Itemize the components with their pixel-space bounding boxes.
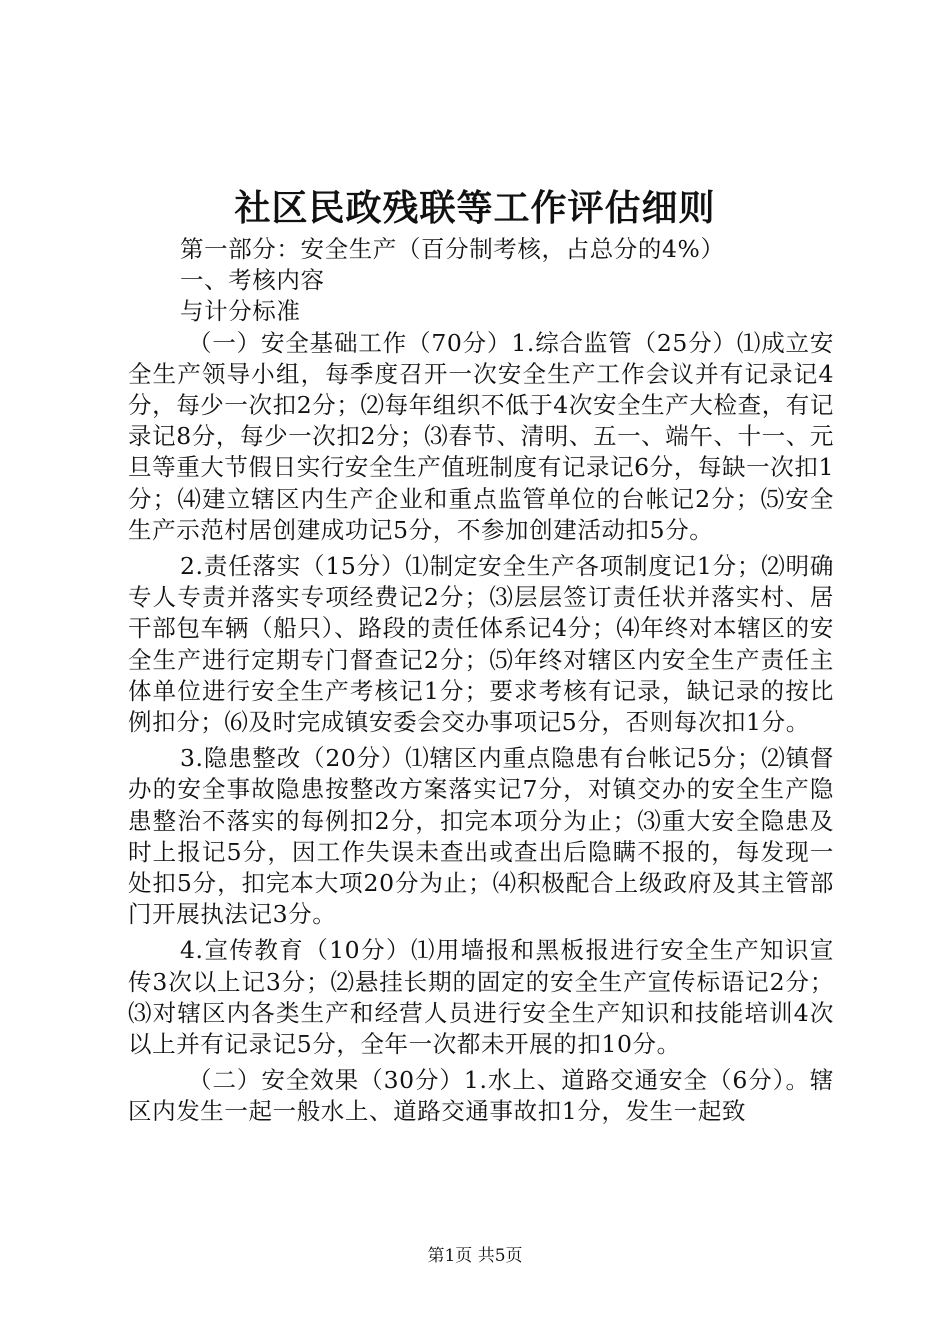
paragraph-hazard-rectification: 3.隐患整改（20分）⑴辖区内重点隐患有台帐记5分；⑵镇督办的安全事故隐患按整改方案落实记7分，对镇交办的安全生产隐患整治不落实的每例扣2分，扣完本项分为止；⑶重大安全隐患及时上报记5分，因工作失误未查出或查出后隐瞒不报的，每发现一处扣5分，扣完本大项20分为止；⑷积极配合上级政府及其主管部门开展执法记3分。 <box>128 744 834 929</box>
paragraph-safety-results: （二）安全效果（30分）1.水上、道路交通安全（6分）。辖区内发生一起一般水上、道路交通事故扣1分，发生一起致 <box>128 1066 834 1126</box>
paragraph-safety-basics: （一）安全基础工作（70分）1.综合监管（25分）⑴成立安全生产领导小组，每季度召开一次安全生产工作会议并有记录记4分，每少一次扣2分；⑵每年组织不低于4次安全生产大检查，有记录记8分，每少一次扣2分；⑶春节、清明、五一、端午、十一、元旦等重大节假日实行安全生产值班制度有记录记6分，每缺一次扣1分；⑷建立辖区内生产企业和重点监管单位的台帐记2分；⑸安全生产示范村居创建成功记5分，不参加创建活动扣5分。 <box>128 328 834 544</box>
page-footer: 第1页 共5页 <box>427 1246 523 1266</box>
document-title: 社区民政残联等工作评估细则 <box>234 187 716 229</box>
paragraph-responsibility: 2.责任落实（15分）⑴制定安全生产各项制度记1分；⑵明确专人专责并落实专项经费记2分；⑶层层签订责任状并落实村、居干部包车辆（船只）、路段的责任体系记4分；⑷年终对本辖区的安全生产进行定期专门督查记2分；⑸年终对辖区内安全生产责任主体单位进行安全生产考核记1分；要求考核有记录，缺记录的按比例扣分；⑹及时完成镇安委会交办事项记5分，否则每次扣1分。 <box>128 552 834 737</box>
paragraph-part-heading: 第一部分：安全生产（百分制考核，占总分的4%） <box>180 235 725 263</box>
paragraph-publicity-education: 4.宣传教育（10分）⑴用墙报和黑板报进行安全生产知识宣传3次以上记3分；⑵悬挂长期的固定的安全生产宣传标语记2分；⑶对辖区内各类生产和经营人员进行安全生产知识和技能培训4次以上并有记录记5分，全年一次都未开展的扣10分。 <box>128 936 834 1059</box>
paragraph-section-subheading: 与计分标准 <box>180 297 301 326</box>
document-body <box>128 234 834 1128</box>
paragraph-section-heading: 一、考核内容 <box>180 266 325 295</box>
